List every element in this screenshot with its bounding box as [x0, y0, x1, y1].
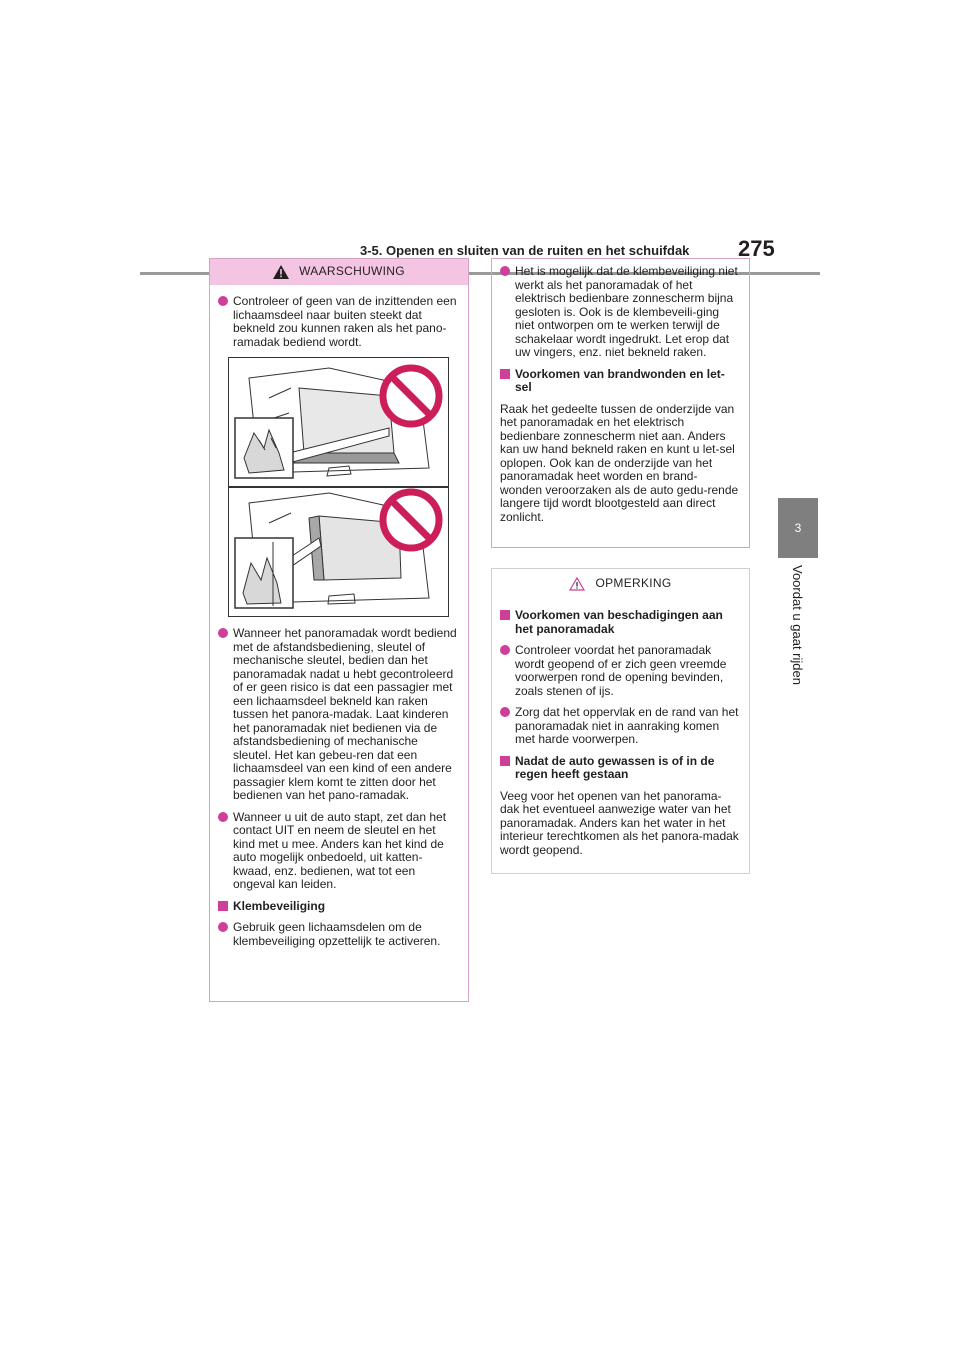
bullet-icon: [218, 922, 228, 932]
square-bullet-icon: [218, 901, 228, 911]
note-box: [491, 568, 750, 874]
warning-item: [218, 921, 458, 948]
bullet-icon: [218, 296, 228, 306]
subheading-text: Voorkomen van beschadigingen aan het panoramadak: [515, 608, 723, 636]
warning-title: WAARSCHUWING: [299, 264, 405, 279]
note-title: OPMERKING: [595, 576, 672, 591]
page-number: 275: [738, 236, 775, 261]
warning-item-text: Gebruik geen lichaamsdelen om de klembeveiliging opzettelijk te activeren.: [233, 920, 441, 948]
square-bullet-icon: [500, 369, 510, 379]
illustration: [228, 357, 449, 617]
square-bullet-icon: [500, 610, 510, 620]
warning-item-text: Wanneer u uit de auto stapt, zet dan het contact UIT en neem de sleutel en het kind met u mee. Anders kan het kind de auto mogelijk onbedoeld, uit katten-kwaad, enz. bedienen, wat tot een ongeval kan leiden.: [233, 809, 447, 891]
subheading-text: Voorkomen van brandwonden en let-sel: [515, 366, 725, 394]
warning-item-text: Het is mogelijk dat de klembeveiliging niet werkt als het panoramadak of het elektrisch bedienbare zonnescherm bijna gesloten is. Ook is de klembeveili-ging niet ontworpen om te werken terwijl de schakelaar wordt ingedrukt. Let erop dat uw vingers, enz. niet bekneld raken.: [515, 264, 738, 359]
chapter-tab: [778, 498, 818, 558]
warning-subheading: [218, 900, 458, 914]
warning-item-text: Wanneer het panoramadak wordt bediend met de afstandsbediening, sleutel of mechanische sleutel, bedien dan het panoramadak nadat u hebt gecontroleerd of er geen risico is dat een passagier met een lichaamsdeel bekneld kan raken tussen het panora-madak. Laat kinderen het panoramadak niet bedienen via de afstandsbediening of mechanische sleutel. Het kan gebeu-ren dat een lichaamsdeel van een kind of een andere passagier klem komt te zitten door het bedienen van het pano-ramadak.: [233, 626, 457, 802]
note-item-text: Controleer voordat het panoramadak wordt geopend of er zich geen vreemde voorwerpen rond de opening bevinden, zoals stenen of ijs.: [515, 643, 727, 698]
chapter-title: Voordat u gaat rijden: [790, 565, 805, 685]
subheading-text: Klembeveiliging: [233, 898, 326, 913]
bullet-icon: [500, 266, 510, 276]
warning-item: [500, 265, 739, 360]
note-item: [500, 706, 739, 747]
warning-item: [218, 295, 458, 349]
note-subheading: [500, 755, 739, 782]
note-item-text: Zorg dat het oppervlak en de rand van het panoramadak niet in aanraking komen met harde voorwerpen.: [515, 705, 739, 746]
warning-continued-box: [491, 258, 750, 548]
callout-bottom: [235, 538, 321, 608]
pinch-illustration: [229, 358, 448, 616]
prohibition-icon-2: [383, 492, 439, 548]
note-subheading: [500, 609, 739, 636]
caution-outline-icon: [569, 577, 585, 591]
section-title: 3-5. Openen en sluiten van de ruiten en het schuifdak: [360, 243, 690, 258]
warning-item-text: Controleer of geen van de inzittenden een lichaamsdeel naar buiten steekt dat bekneld zou kunnen raken als het pano-ramadak bediend wordt.: [233, 294, 457, 349]
warning-header: [210, 259, 468, 285]
chapter-number: 3: [794, 521, 802, 535]
warning-box: [209, 258, 469, 1002]
note-item: [500, 644, 739, 698]
bullet-icon: [218, 628, 228, 638]
warning-paragraph: Raak het gedeelte tussen de onderzijde van het panoramadak en het elektrisch bedienbare zonnescherm niet aan. Anders kan uw hand bekneld raken en kunt u let-sel oplopen. Ook kan de onderzijde van het panoramadak heet worden en brand-wonden veroorzaken als de auto gedu-rende langere tijd wordt blootgesteld aan direct zonlicht.: [500, 401, 739, 524]
bullet-icon: [218, 812, 228, 822]
note-paragraph: Veeg voor het openen van het panorama-dak het eventueel aanwezige water van het panoramadak. Anders kan het water in het interieur terechtkomen als het panora-madak wordt geopend.: [500, 788, 739, 857]
warning-subheading: [500, 368, 739, 395]
bullet-icon: [500, 707, 510, 717]
warning-item: [218, 811, 458, 892]
note-header: [492, 569, 749, 599]
prohibition-icon: [383, 368, 439, 424]
warning-icon: [273, 265, 289, 279]
square-bullet-icon: [500, 756, 510, 766]
bullet-icon: [500, 645, 510, 655]
subheading-text: Nadat de auto gewassen is of in de regen heeft gestaan: [515, 753, 715, 781]
warning-item: [218, 627, 458, 803]
